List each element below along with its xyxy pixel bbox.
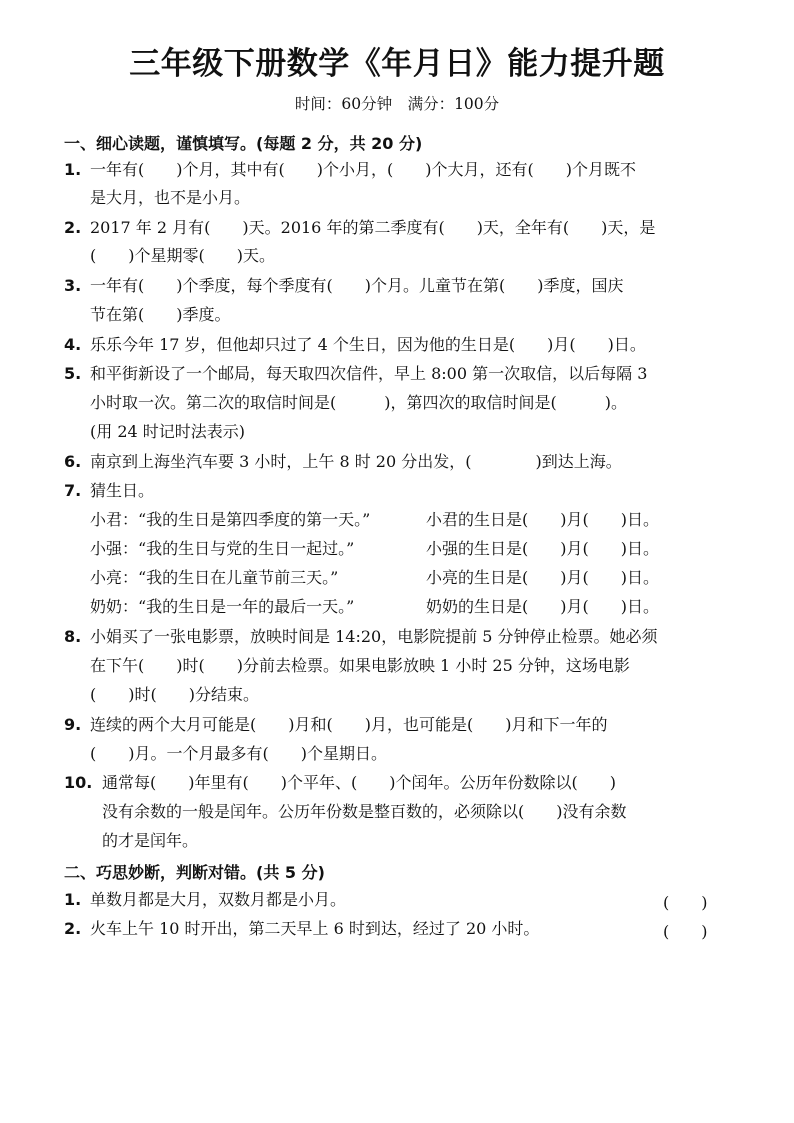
birthday-answer: 小君的生日是( )月( )日。 — [426, 510, 659, 529]
question-number: 9. — [64, 715, 82, 734]
birthday-answer: 奶奶的生日是( )月( )日。 — [426, 597, 659, 616]
birthday-quote: 小强：“我的生日与党的生日一起过。” — [90, 539, 355, 558]
question-number: 1. — [64, 890, 82, 909]
question-10-line-1: 通常每( )年里有( )个平年、( )个闰年。公历年份数除以( ) — [102, 773, 616, 792]
question-number: 6. — [64, 452, 82, 471]
question-number: 10. — [64, 773, 93, 792]
judgement-answer-blank: ( ) — [663, 893, 708, 912]
question-4-line-1: 乐乐今年 17 岁，但他却只过了 4 个生日，因为他的生日是( )月( )日。 — [90, 335, 646, 354]
question-9-line-1: 连续的两个大月可能是( )月和( )月，也可能是( )月和下一年的 — [90, 715, 608, 734]
question-5-line-3: (用 24 时记时法表示) — [90, 422, 246, 441]
question-number: 3. — [64, 276, 82, 295]
question-6-line-1: 南京到上海坐汽车要 3 小时，上午 8 时 20 分出发，( )到达上海。 — [90, 452, 622, 471]
section-heading-fill-in: 一、细心读题，谨慎填写。(每题 2 分，共 20 分) — [64, 134, 423, 153]
question-2-line-2: ( )个星期零( )天。 — [90, 246, 275, 265]
question-10-line-2: 没有余数的一般是闰年。公历年份数是整百数的，必须除以( )没有余数 — [102, 802, 627, 821]
question-7-line-1: 猜生日。 — [90, 481, 155, 500]
question-2-line-1: 2017 年 2 月有( )天。2016 年的第二季度有( )天，全年有( )天，是 — [90, 218, 656, 237]
birthday-quote: 小君：“我的生日是第四季度的第一天。” — [90, 510, 371, 529]
question-8-line-3: ( )时( )分结束。 — [90, 685, 259, 704]
birthday-quote: 小亮：“我的生日在儿童节前三天。” — [90, 568, 339, 587]
question-8-line-2: 在下午( )时( )分前去检票。如果电影放映 1 小时 25 分钟，这场电影 — [90, 656, 630, 675]
question-number: 4. — [64, 335, 82, 354]
question-5-line-2: 小时取一次。第二次的取信时间是( )，第四次的取信时间是( )。 — [90, 393, 627, 412]
page-title: 三年级下册数学《年月日》能力提升题 — [129, 46, 665, 82]
question-3-line-2: 节在第( )季度。 — [90, 305, 231, 324]
question-number: 2. — [64, 218, 82, 237]
question-number: 1. — [64, 160, 82, 179]
judgement-answer-blank: ( ) — [663, 922, 708, 941]
question-number: 2. — [64, 919, 82, 938]
section-heading-true-false: 二、巧思妙断，判断对错。(共 5 分) — [64, 863, 325, 882]
question-number: 8. — [64, 627, 82, 646]
birthday-quote: 奶奶：“我的生日是一年的最后一天。” — [90, 597, 355, 616]
question-1-line-2: 是大月，也不是小月。 — [90, 188, 251, 207]
question-3-line-1: 一年有( )个季度，每个季度有( )个月。儿童节在第( )季度，国庆 — [90, 276, 624, 295]
question-10-line-3: 的才是闰年。 — [102, 831, 199, 850]
judgement-statement: 单数月都是大月，双数月都是小月。 — [90, 890, 347, 909]
birthday-answer: 小强的生日是( )月( )日。 — [426, 539, 659, 558]
judgement-statement: 火车上午 10 时开出，第二天早上 6 时到达，经过了 20 小时。 — [90, 919, 540, 938]
question-8-line-1: 小娟买了一张电影票，放映时间是 14:20，电影院提前 5 分钟停止检票。她必须 — [90, 627, 658, 646]
question-9-line-2: ( )月。一个月最多有( )个星期日。 — [90, 744, 387, 763]
question-number: 5. — [64, 364, 82, 383]
question-number: 7. — [64, 481, 82, 500]
birthday-answer: 小亮的生日是( )月( )日。 — [426, 568, 659, 587]
question-5-line-1: 和平街新设了一个邮局，每天取四次信件，早上 8:00 第一次取信，以后每隔 3 — [90, 364, 648, 383]
question-1-line-1: 一年有( )个月，其中有( )个小月，( )个大月，还有( )个月既不 — [90, 160, 636, 179]
exam-info: 时间：60分钟 满分：100分 — [294, 95, 500, 113]
